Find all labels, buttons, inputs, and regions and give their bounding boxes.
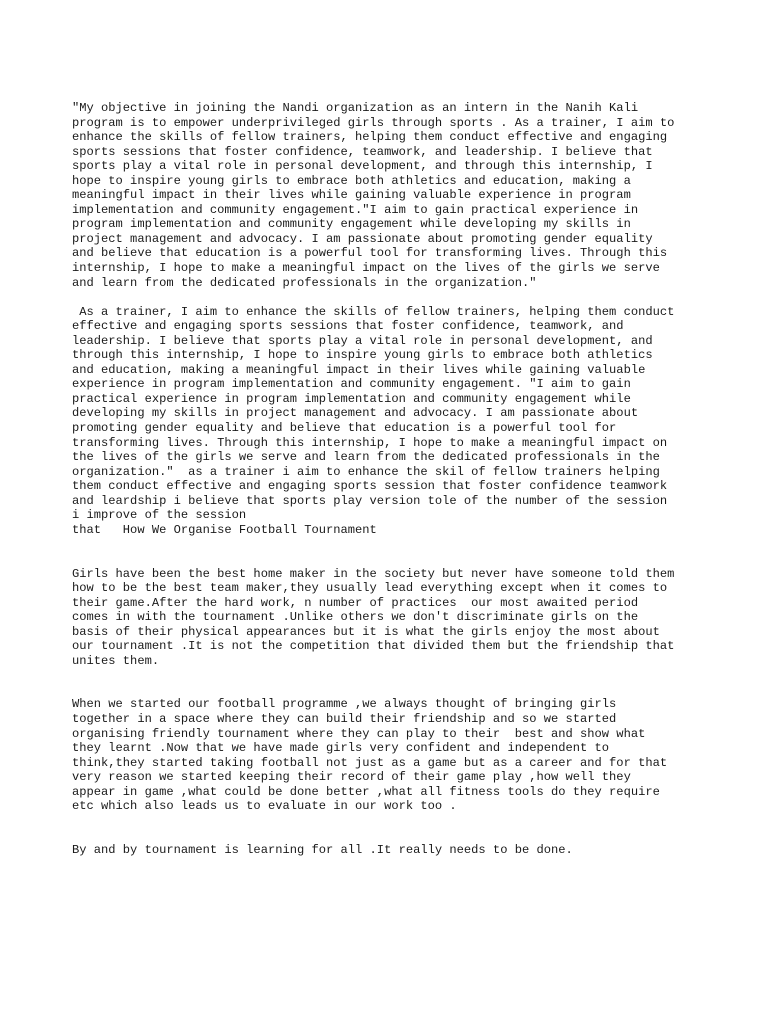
text-line: and education, making a meaningful impact in their lives while gaining valuable bbox=[72, 362, 646, 377]
text-line: i improve of the session bbox=[72, 508, 247, 523]
text-line: sports play a vital role in personal development, and through this internship, I bbox=[72, 159, 653, 174]
text-line: their game.After the hard work, n number of practices our most awaited period bbox=[72, 595, 639, 610]
text-line: very reason we started keeping their record of their game play ,how well they bbox=[72, 770, 631, 785]
text-line: think,they started taking football not just as a game but as a career and for that bbox=[72, 755, 668, 770]
text-line: By and by tournament is learning for all .It really needs to be done. bbox=[72, 842, 573, 857]
text-line: project management and advocacy. I am passionate about promoting gender equality bbox=[72, 231, 653, 246]
text-line: the lives of the girls we serve and learn from the dedicated professionals in the bbox=[72, 450, 660, 465]
paragraph-spacing bbox=[72, 552, 752, 567]
text-line: they learnt .Now that we have made girls very confident and independent to bbox=[72, 741, 610, 756]
text-line: internship, I hope to make a meaningful impact on the lives of the girls we serve bbox=[72, 261, 660, 276]
text-line: how to be the best team maker,they usually lead everything except when it comes to bbox=[72, 581, 668, 596]
document-page bbox=[72, 101, 752, 857]
text-line: and leardship i believe that sports play version tole of the number of the session bbox=[72, 493, 668, 508]
text-line: comes in with the tournament .Unlike others we don't discriminate girls on the bbox=[72, 610, 639, 625]
text-line: them conduct effective and engaging sports session that foster confidence teamwork bbox=[72, 479, 668, 494]
text-line: experience in program implementation and community engagement. "I aim to gain bbox=[72, 377, 631, 392]
text-line: unites them. bbox=[72, 653, 160, 668]
text-line: developing my skills in project management and advocacy. I am passionate about bbox=[72, 406, 639, 421]
text-line: promoting gender equality and believe that education is a powerful tool for bbox=[72, 421, 617, 436]
text-line: basis of their physical appearances but it is what the girls enjoy the most about bbox=[72, 624, 660, 639]
paragraph bbox=[72, 843, 752, 858]
paragraph-spacing bbox=[72, 290, 752, 305]
paragraph-spacing bbox=[72, 537, 752, 552]
text-line: program implementation and community engagement while developing my skills in bbox=[72, 217, 631, 232]
paragraph bbox=[72, 101, 752, 290]
text-line: program is to empower underprivileged girls through sports . As a trainer, I aim to bbox=[72, 115, 675, 130]
text-line: appear in game ,what could be done better ,what all fitness tools do they require bbox=[72, 784, 660, 799]
text-line: meaningful impact in their lives while gaining valuable experience in program bbox=[72, 188, 631, 203]
text-line: together in a space where they can build their friendship and so we started bbox=[72, 711, 617, 726]
paragraph-spacing bbox=[72, 828, 752, 843]
text-line: transforming lives. Through this internship, I hope to make a meaningful impact on bbox=[72, 435, 668, 450]
text-line: As a trainer, I aim to enhance the skills of fellow trainers, helping them conduct bbox=[72, 304, 675, 319]
text-line: etc which also leads us to evaluate in our work too . bbox=[72, 799, 457, 814]
text-line: effective and engaging sports sessions that foster confidence, teamwork, and bbox=[72, 319, 624, 334]
text-line: our tournament .It is not the competition that divided them but the friendship that bbox=[72, 639, 675, 654]
text-line: When we started our football programme ,we always thought of bringing girls bbox=[72, 697, 617, 712]
paragraph-spacing bbox=[72, 814, 752, 829]
paragraph bbox=[72, 697, 752, 813]
text-line: practical experience in program implementation and community engagement while bbox=[72, 391, 631, 406]
text-line: through this internship, I hope to inspire young girls to embrace both athletics bbox=[72, 348, 653, 363]
text-line: and learn from the dedicated professionals in the organization." bbox=[72, 275, 537, 290]
paragraph-spacing bbox=[72, 668, 752, 683]
text-line: and believe that education is a powerful tool for transforming lives. Through this bbox=[72, 246, 668, 261]
text-line: organising friendly tournament where they can play to their best and show what bbox=[72, 726, 646, 741]
text-line: that How We Organise Football Tournament bbox=[72, 522, 377, 537]
text-line: leadership. I believe that sports play a vital role in personal development, and bbox=[72, 333, 653, 348]
text-line: implementation and community engagement."I aim to gain practical experience in bbox=[72, 202, 639, 217]
text-line: "My objective in joining the Nandi organization as an intern in the Nanih Kali bbox=[72, 101, 639, 115]
text-line: sports sessions that foster confidence, teamwork, and leadership. I believe that bbox=[72, 144, 653, 159]
paragraph bbox=[72, 567, 752, 669]
paragraph-spacing bbox=[72, 683, 752, 698]
text-line: enhance the skills of fellow trainers, helping them conduct effective and engaging bbox=[72, 130, 668, 145]
paragraph bbox=[72, 305, 752, 538]
text-line: hope to inspire young girls to embrace both athletics and education, making a bbox=[72, 173, 631, 188]
text-line: Girls have been the best home maker in the society but never have someone told them bbox=[72, 566, 675, 581]
text-line: organization." as a trainer i aim to enhance the skil of fellow trainers helping bbox=[72, 464, 660, 479]
